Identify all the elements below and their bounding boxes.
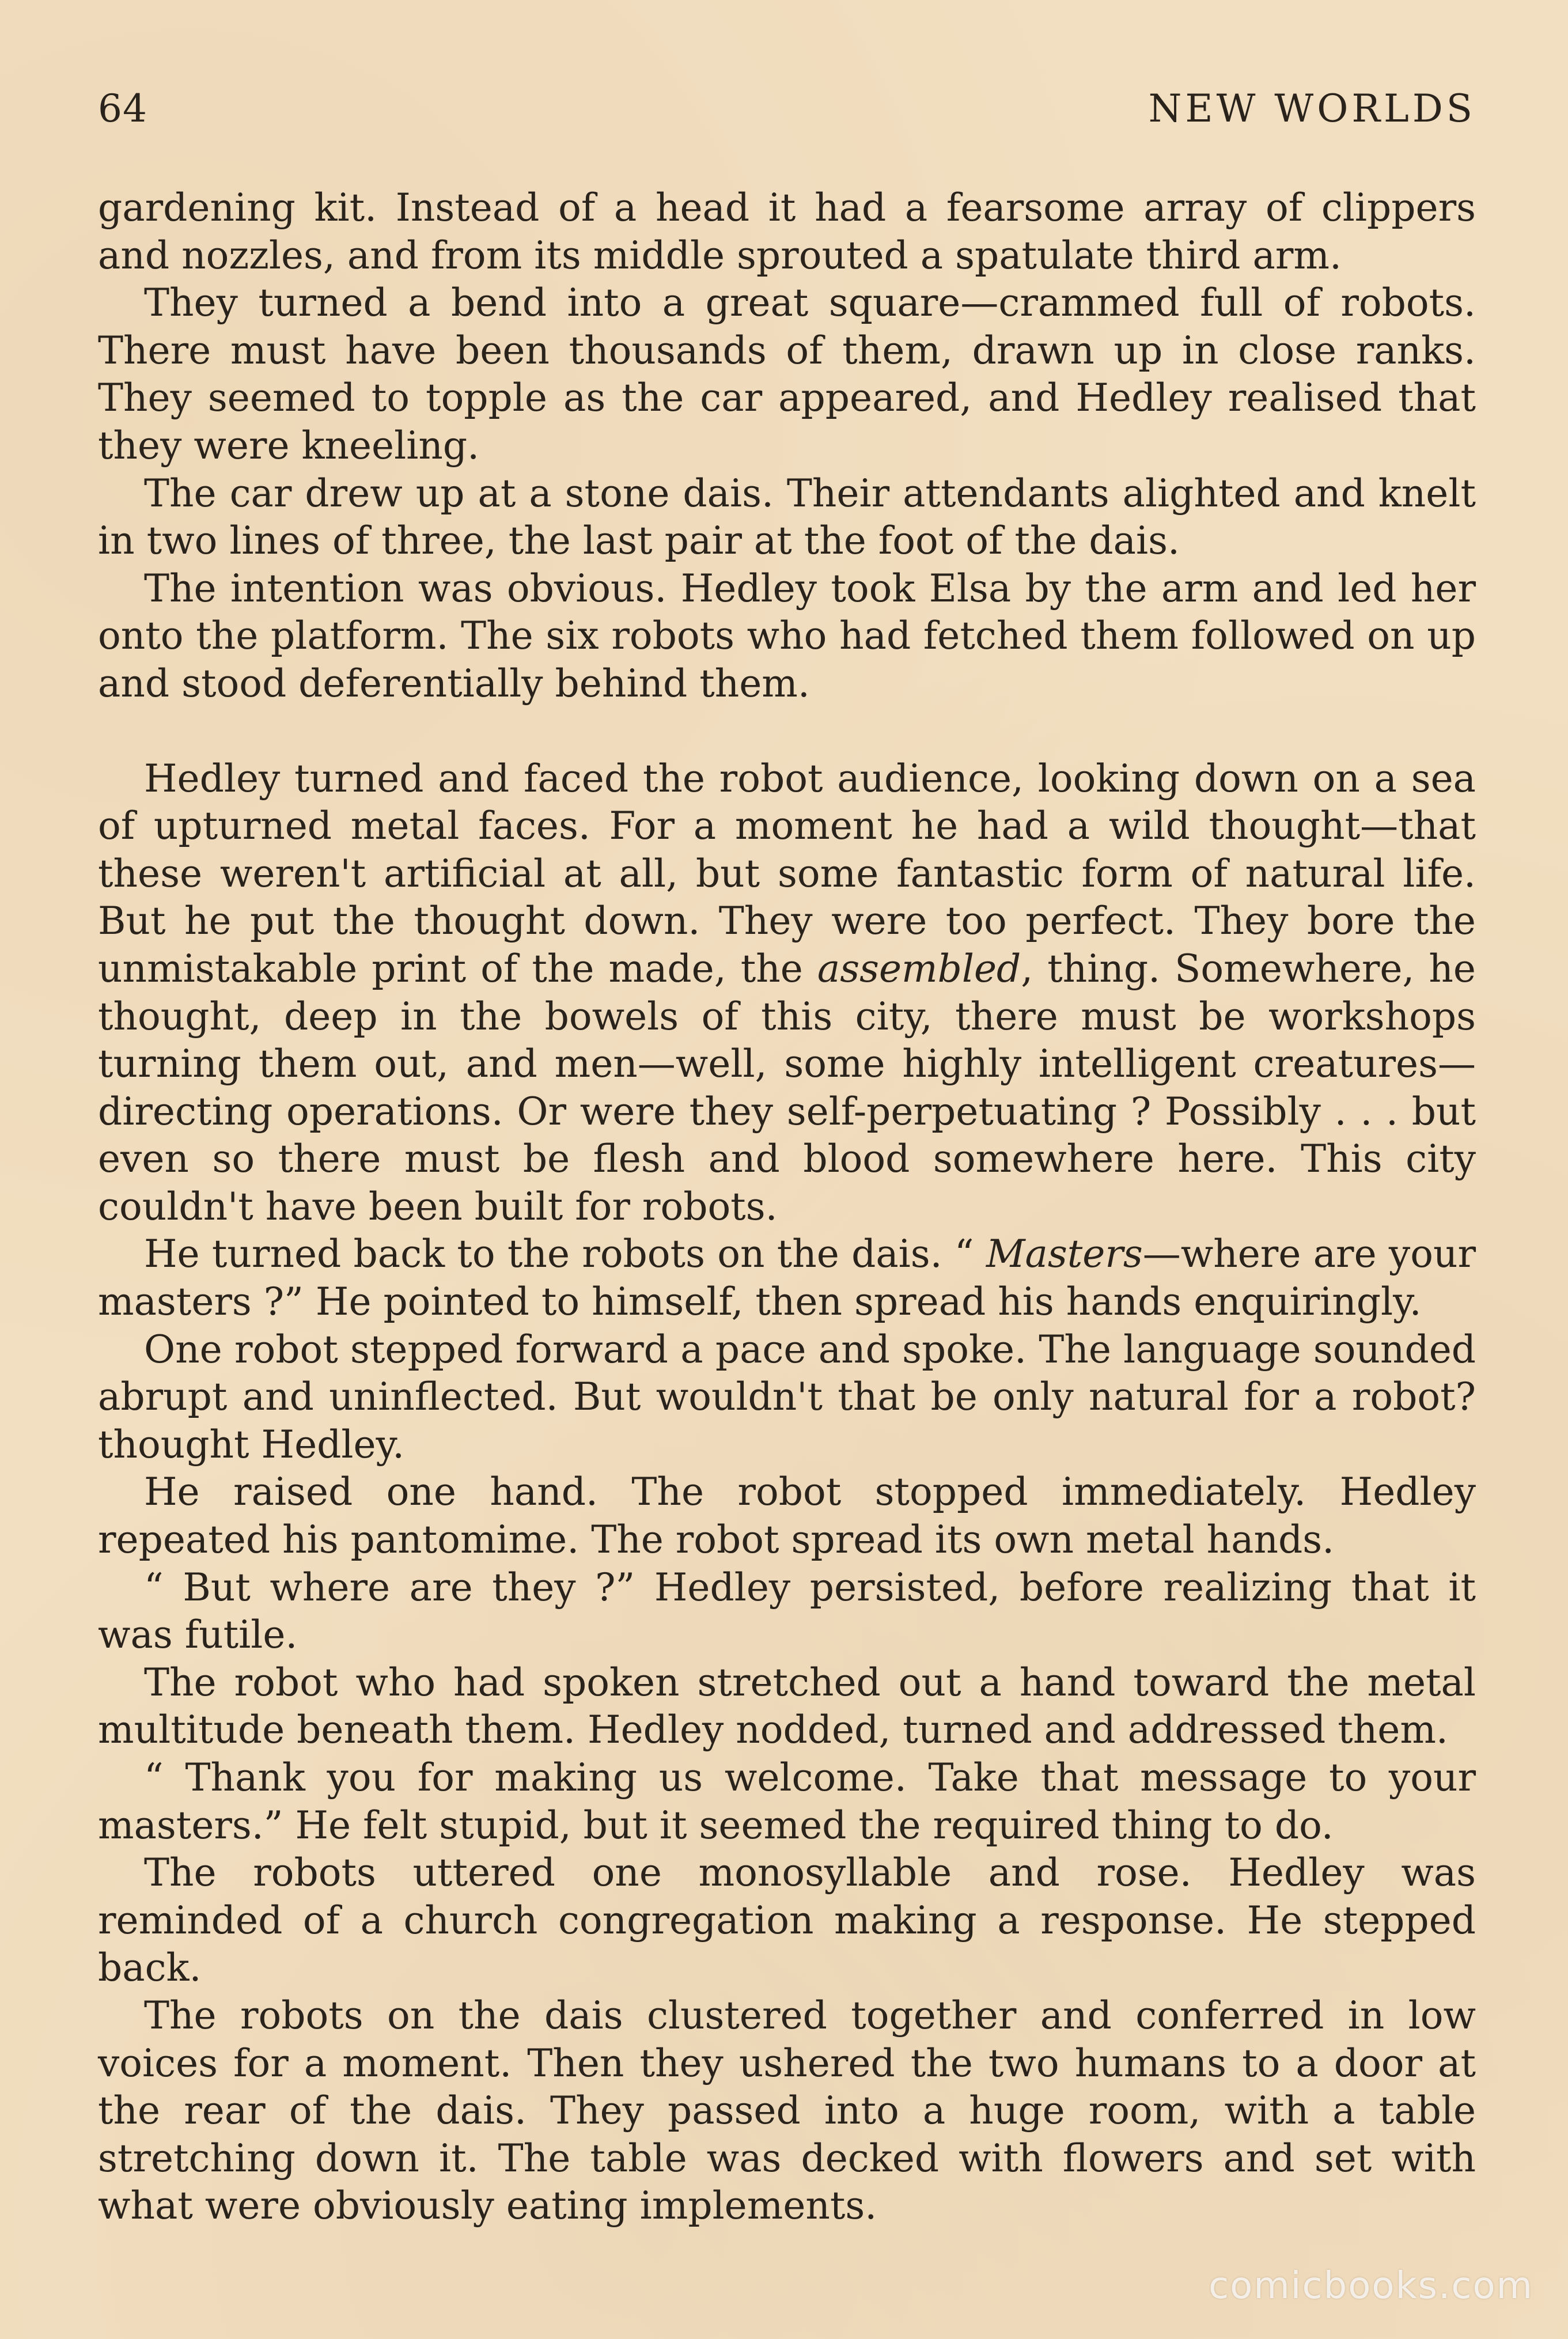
page-header — [98, 86, 1476, 144]
section-break — [98, 708, 1476, 755]
paragraph: The robots on the dais clustered together and conferred in low voices for a moment. Then they ushered the two humans to a door at the rear of the dais. They passed into a huge room, with a table stretching down it. The table was decked with flowers and set with what were obviously eating implements. — [98, 1993, 1476, 2228]
paragraph — [98, 755, 1476, 1231]
paragraph: One robot stepped forward a pace and spoke. The language sounded abrupt and uninflected. But wouldn't that be only natural for a robot? thought Hedley. — [98, 1327, 1476, 1467]
paragraph: gardening kit. Instead of a head it had a fearsome array of clippers and nozzles, and from its middle sprouted a spatulate third arm. — [98, 186, 1476, 278]
paragraph: The car drew up at a stone dais. Their attendants alighted and knelt in two lines of three, the last pair at the foot of the dais. — [98, 471, 1476, 563]
text-run: Hedley turned and faced the robot audience, looking down on a sea of upturned metal faces. For a moment he had a wild thought—that these weren't artificial at all, but some fantastic form of natural life. But he put the thought down. They were too perfect. They bore the unmistakable print of the made, the — [98, 756, 1476, 991]
text-run: , thing. Somewhere, he thought, deep in the bowels of this city, there must be workshops turning them out, and men—well, some highly intelligent creatures—directing operations. Or were they self-perpetuating ? Possibly . . . but even so there must be flesh and blood somewhere here. This city couldn't have been built for robots. — [98, 946, 1476, 1229]
italic-emphasis: Masters — [986, 1232, 1143, 1277]
text-run: He turned back to the robots on the dais. “ — [144, 1232, 986, 1277]
paragraph: The intention was obvious. Hedley took Elsa by the arm and led her onto the platform. The six robots who had fetched them followed on up and stood deferentially behind them. — [98, 566, 1476, 706]
running-head: NEW WORLDS — [1148, 86, 1476, 131]
body-text — [98, 184, 1476, 2230]
paragraph: The robot who had spoken stretched out a hand toward the metal multitude beneath them. Hedley nodded, turned and addressed them. — [98, 1660, 1476, 1753]
paragraph: The robots uttered one monosyllable and rose. Hedley was reminded of a church congregation making a response. He stepped back. — [98, 1850, 1476, 1990]
paragraph: He raised one hand. The robot stopped immediately. Hedley repeated his pantomime. The robot spread its own metal hands. — [98, 1470, 1476, 1562]
paragraph — [98, 1231, 1476, 1326]
text-run: —where are your masters ?” He pointed to himself, then spread his hands enquiringly. — [98, 1232, 1476, 1324]
italic-emphasis: assembled — [817, 946, 1021, 991]
page-number: 64 — [98, 86, 147, 131]
paragraph: “ Thank you for making us welcome. Take that message to your masters.” He felt stupid, but it seemed the required thing to do. — [98, 1755, 1476, 1848]
paragraph: “ But where are they ?” Hedley persisted, before realizing that it was futile. — [98, 1565, 1476, 1657]
paragraph: They turned a bend into a great square—crammed full of robots. There must have been thousands of them, drawn up in close ranks. They seemed to topple as the car appeared, and Hedley realised that they were kneeling. — [98, 281, 1476, 468]
watermark: comicbooks.com — [1208, 2265, 1533, 2307]
